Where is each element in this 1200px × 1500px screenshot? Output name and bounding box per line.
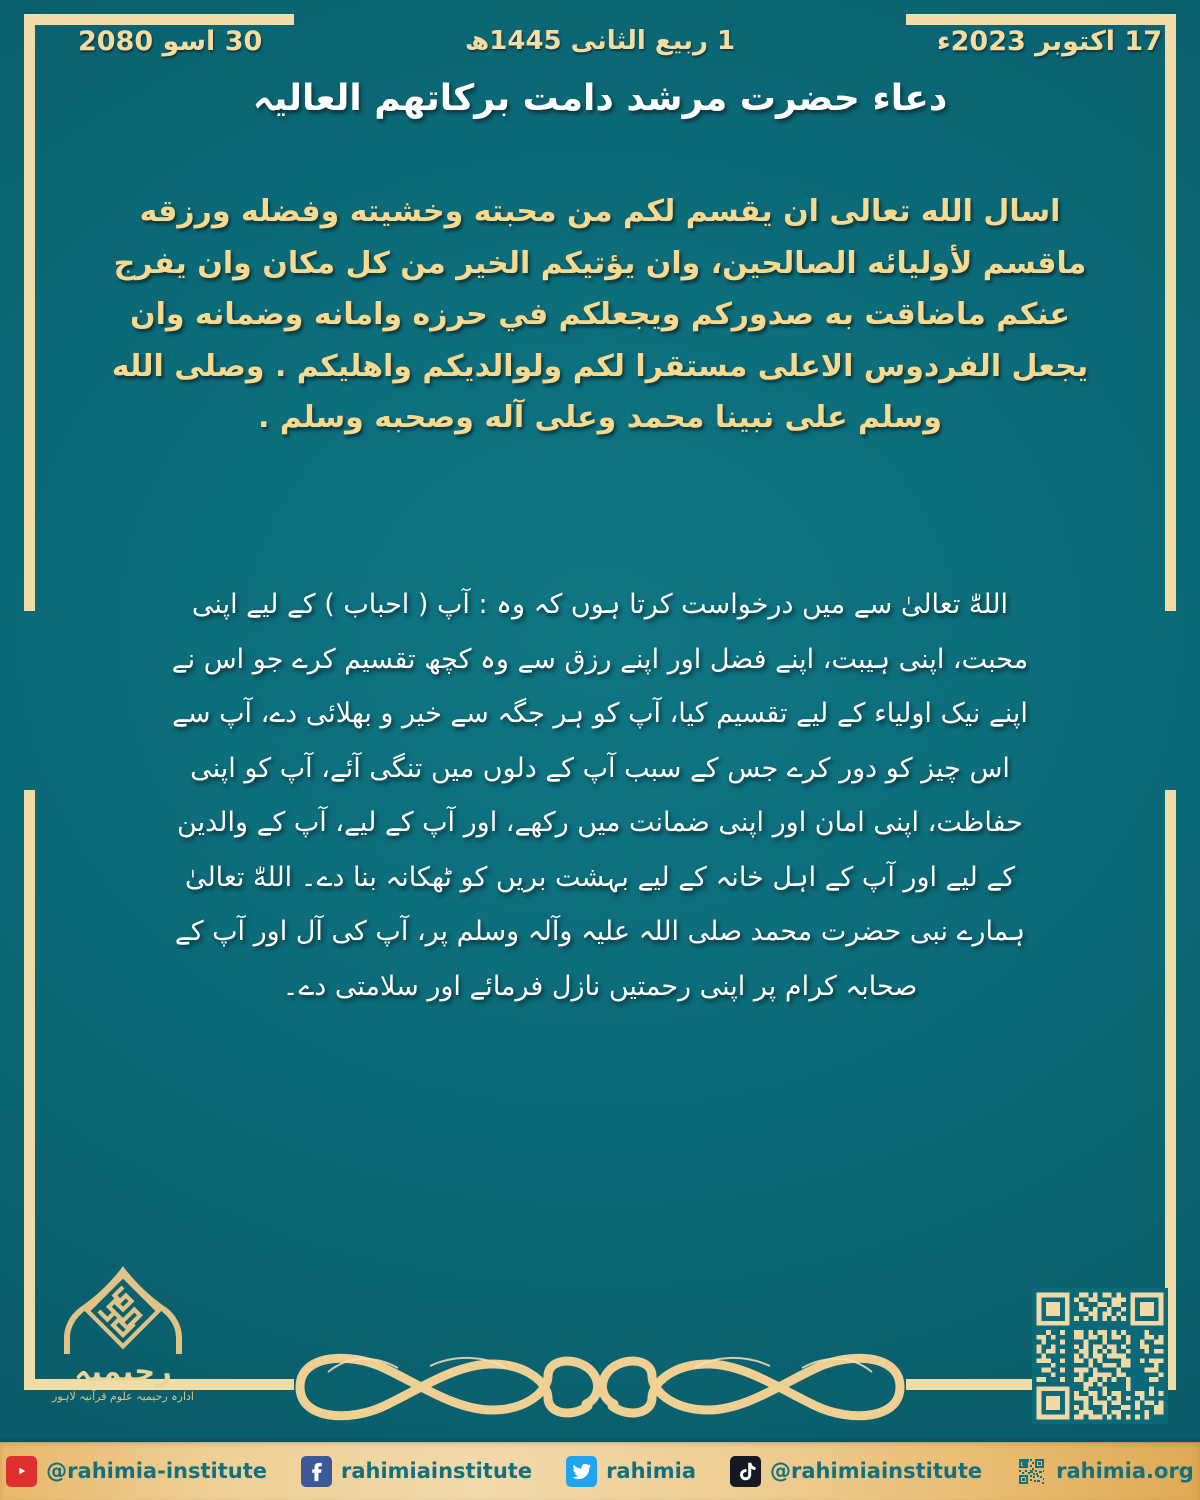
logo-dome-icon [48,1262,198,1362]
website-icon [1016,1456,1047,1487]
website-handle: rahimia.org [1056,1459,1194,1483]
twitter-handle: rahimia [606,1459,697,1483]
facebook-handle: rahimiainstitute [340,1459,533,1483]
qr-code[interactable] [1032,1288,1168,1424]
header [0,0,1200,150]
social-item-website[interactable] [999,1456,1200,1487]
tiktok-handle: @rahimiainstitute [770,1459,983,1483]
social-item-twitter[interactable] [549,1456,713,1487]
rahimia-logo [48,1262,198,1427]
date-bikrami: 30 اسو 2080 [78,26,263,57]
decorative-flourish-icon [280,1338,920,1436]
logo-subtitle: ادارہ رحیمیہ علوم قرآنیہ لاہور [52,1390,194,1403]
social-item-youtube[interactable] [0,1456,284,1487]
arabic-dua-text: اسال الله تعالى ان يقسم لكم من محبته وخشيته وفضله ورزقه ماقسم لأوليائه الصالحين، وان يؤتيكم الخير من كل مكان وان يفرج عنكم ماضاقت به صدوركم ويجعلكم في حرزه وامانه وضمانه وان يجعل الفردوس الاعلى مستقرا لكم ولوالديكم واهليكم . وصلى الله وسلم على نبينا محمد وعلى آله وصحبه وسلم . [111,194,1089,436]
logo-name: رحیمیہ [74,1354,172,1388]
social-footer [0,1442,1200,1500]
date-gregorian: 17 اکتوبر 2023ء [936,26,1162,57]
social-item-tiktok[interactable] [713,1456,999,1487]
twitter-icon [566,1456,597,1487]
page-title: دعاء حضرت مرشد دامت برکاتھم العالیہ [252,78,948,119]
urdu-translation-text: اللهّٰ تعالیٰ سے میں درخواست کرتا ہوں کہ وہ : آپ ( احباب ) کے لیے اپنی محبت، اپنی ہیبت، اپنے فضل اور اپنے رزق سے وہ کچھ تقسیم کرے جو اس نے اپنے نیک اولیاء کے لیے تقسیم کیا، آپ کو ہر جگہ سے خیر و بھلائی دے، آپ سے اس چیز کو دور کرے جس کے سبب آپ کے دلوں میں تنگی آئے، آپ کو اپنی حفاظت، اپنی امان اور اپنی ضمانت میں رکھے، اور آپ کے لیے، آپ کے والدین کے لیے اور آپ کے اہل خانہ کے لیے بہشت بریں کو ٹھکانہ بنا دے۔ اللهّٰ تعالیٰ ہمارے نبی حضرت محمد صلی اللہ علیہ وآلہ وسلم پر، آپ کی آل اور آپ کے صحابہ کرام پر اپنی رحمتیں نازل فرمائے اور سلامتی دے۔ [171,589,1029,1002]
tiktok-icon [730,1456,761,1487]
date-hijri: 1 ربیع الثانی 1445ھ [464,26,736,56]
qr-code-icon [1032,1288,1168,1424]
social-item-facebook[interactable] [284,1456,549,1487]
youtube-icon [6,1456,37,1487]
frame-bottom-left-vertical [24,790,35,1390]
youtube-handle: @rahimia-institute [46,1459,267,1483]
facebook-icon [301,1456,332,1487]
